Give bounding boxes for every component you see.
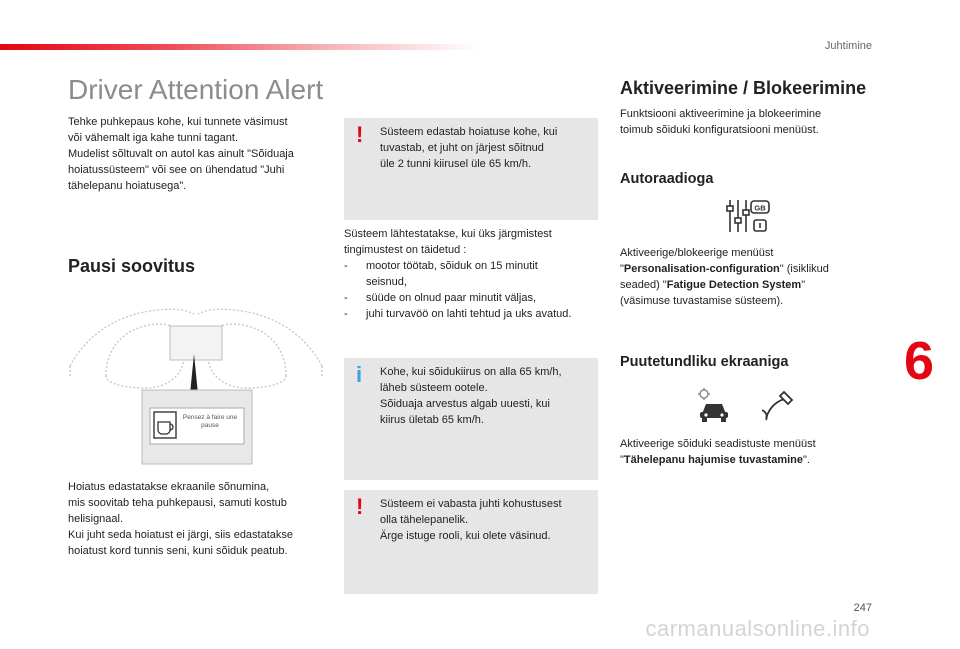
restart-conditions <box>344 226 600 322</box>
touch-line: Aktiveerige sõiduki seadistuste menüüst <box>620 438 816 450</box>
menu-path: Tähelepanu hajumise tuvastamine <box>623 454 804 466</box>
list-item-line: - juhi turvavöö on lahti tehtud ja uks avatud. <box>366 308 572 320</box>
note-line: Ärge istuge rooli, kui olete väsinud. <box>380 530 551 542</box>
intro-text <box>68 114 328 194</box>
pausi-line: hoiatust kord tunnis seni, kuni sõiduk peatub. <box>68 545 288 557</box>
pausi-line: Hoiatus edastatakse ekraanile sõnumina, <box>68 481 270 493</box>
touch-line <box>620 452 890 468</box>
radio-icon-label: GB <box>754 203 766 213</box>
dashboard-illustration <box>66 296 326 472</box>
restart-line: tingimustest on täidetud : <box>344 244 467 256</box>
autoraadio-line <box>620 277 890 293</box>
intro-line: Mudelist sõltuvalt on autol kas ainult "Sõiduaja <box>68 148 294 160</box>
info-note-text <box>380 364 590 428</box>
list-item-line: seisnud, <box>366 276 407 288</box>
intro-line: hoiatussüsteem" või see on ühendatud "Juhi <box>68 164 285 176</box>
list-item <box>344 258 600 290</box>
pausi-description <box>68 479 328 559</box>
note-line: Kohe, kui sõidukiirus on alla 65 km/h, <box>380 366 562 378</box>
activation-title: Aktiveerimine / Blokeerimine <box>620 78 867 98</box>
info-note <box>344 358 598 480</box>
watermark: carmanualsonline.info <box>645 616 870 641</box>
note-line: olla tähelepanelik. <box>380 514 469 526</box>
page-title: Driver Attention Alert <box>68 74 324 105</box>
activation-line: toimub sõiduki konfiguratsiooni menüüst. <box>620 124 819 136</box>
touch-text <box>620 436 890 468</box>
autoraadio-line: Aktiveerige/blokeerige menüüst <box>620 247 774 259</box>
warning-note-1 <box>344 118 598 220</box>
quote: " <box>620 454 624 466</box>
activation-text <box>620 106 880 138</box>
menu-path: Fatigue Detection System <box>666 279 802 291</box>
note-line: Sõiduaja arvestus algab uuesti, kui <box>380 398 550 410</box>
warning-note-2 <box>344 490 598 594</box>
menu-path: Personalisation-configuration <box>623 263 780 275</box>
autoraadio-text-part: seaded) " <box>620 279 667 291</box>
quote: " <box>620 263 624 275</box>
note-line: kiirus ületab 65 km/h. <box>380 414 484 426</box>
pausi-title: Pausi soovitus <box>68 256 196 276</box>
quote: ". <box>803 454 810 466</box>
autoraadio-text <box>620 245 890 309</box>
pausi-line: mis soovitab teha puhkepausi, samuti kostub <box>68 497 287 509</box>
steering-hand-icon <box>762 392 792 420</box>
quote: " <box>801 279 806 291</box>
vehicle-settings-icon <box>698 388 728 422</box>
pausi-line: Kui juht seda hoiatust ei järgi, siis edastatakse <box>68 529 294 541</box>
autoraadio-title: Autoraadioga <box>620 171 714 187</box>
info-icon: i <box>356 362 363 387</box>
pausi-line: helisignaal. <box>68 513 124 525</box>
autoraadio-text-part: " (isiklikud <box>779 263 829 275</box>
note-line: Süsteem ei vabasta juhti kohustusest <box>380 498 562 510</box>
warning-note-text <box>380 124 590 172</box>
list-item-line: - süüde on olnud paar minutit väljas, <box>366 292 536 304</box>
note-line: tuvastab, et juht on järjest sõitnud <box>380 142 544 154</box>
touch-title: Puutetundliku ekraaniga <box>620 354 789 370</box>
restart-line: Süsteem lähtestatakse, kui üks järgmistest <box>344 228 552 240</box>
intro-line: või vähemalt iga kahe tunni tagant. <box>68 132 239 144</box>
section-name: Juhtimine <box>824 40 872 52</box>
warning-icon: ! <box>356 494 364 519</box>
warning-note-text <box>380 496 590 544</box>
warning-icon: ! <box>356 122 364 147</box>
list-item-line: - mootor töötab, sõiduk on 15 minutit <box>366 260 538 272</box>
list-item <box>344 290 600 306</box>
header-accent-bar <box>0 44 480 50</box>
radio-settings-icon <box>724 196 772 236</box>
note-line: läheb süsteem ootele. <box>380 382 488 394</box>
list-item <box>344 306 600 322</box>
chapter-number: 6 <box>903 331 934 391</box>
note-line: Süsteem edastab hoiatuse kohe, kui <box>380 126 558 138</box>
dash-message: Pensez à faire une pause <box>182 414 238 429</box>
dashboard-screen <box>170 326 222 360</box>
autoraadio-line <box>620 261 890 277</box>
intro-line: Tehke puhkepaus kohe, kui tunnete väsimust <box>68 116 288 128</box>
autoraadio-line: (väsimuse tuvastamise süsteem). <box>620 295 784 307</box>
intro-line: tähelepanu hoiatusega". <box>68 180 187 192</box>
page-number: 247 <box>853 602 872 614</box>
note-line: üle 2 tunni kiirusel üle 65 km/h. <box>380 158 532 170</box>
touchscreen-icons <box>696 388 806 424</box>
activation-line: Funktsiooni aktiveerimine ja blokeerimine <box>620 108 822 120</box>
